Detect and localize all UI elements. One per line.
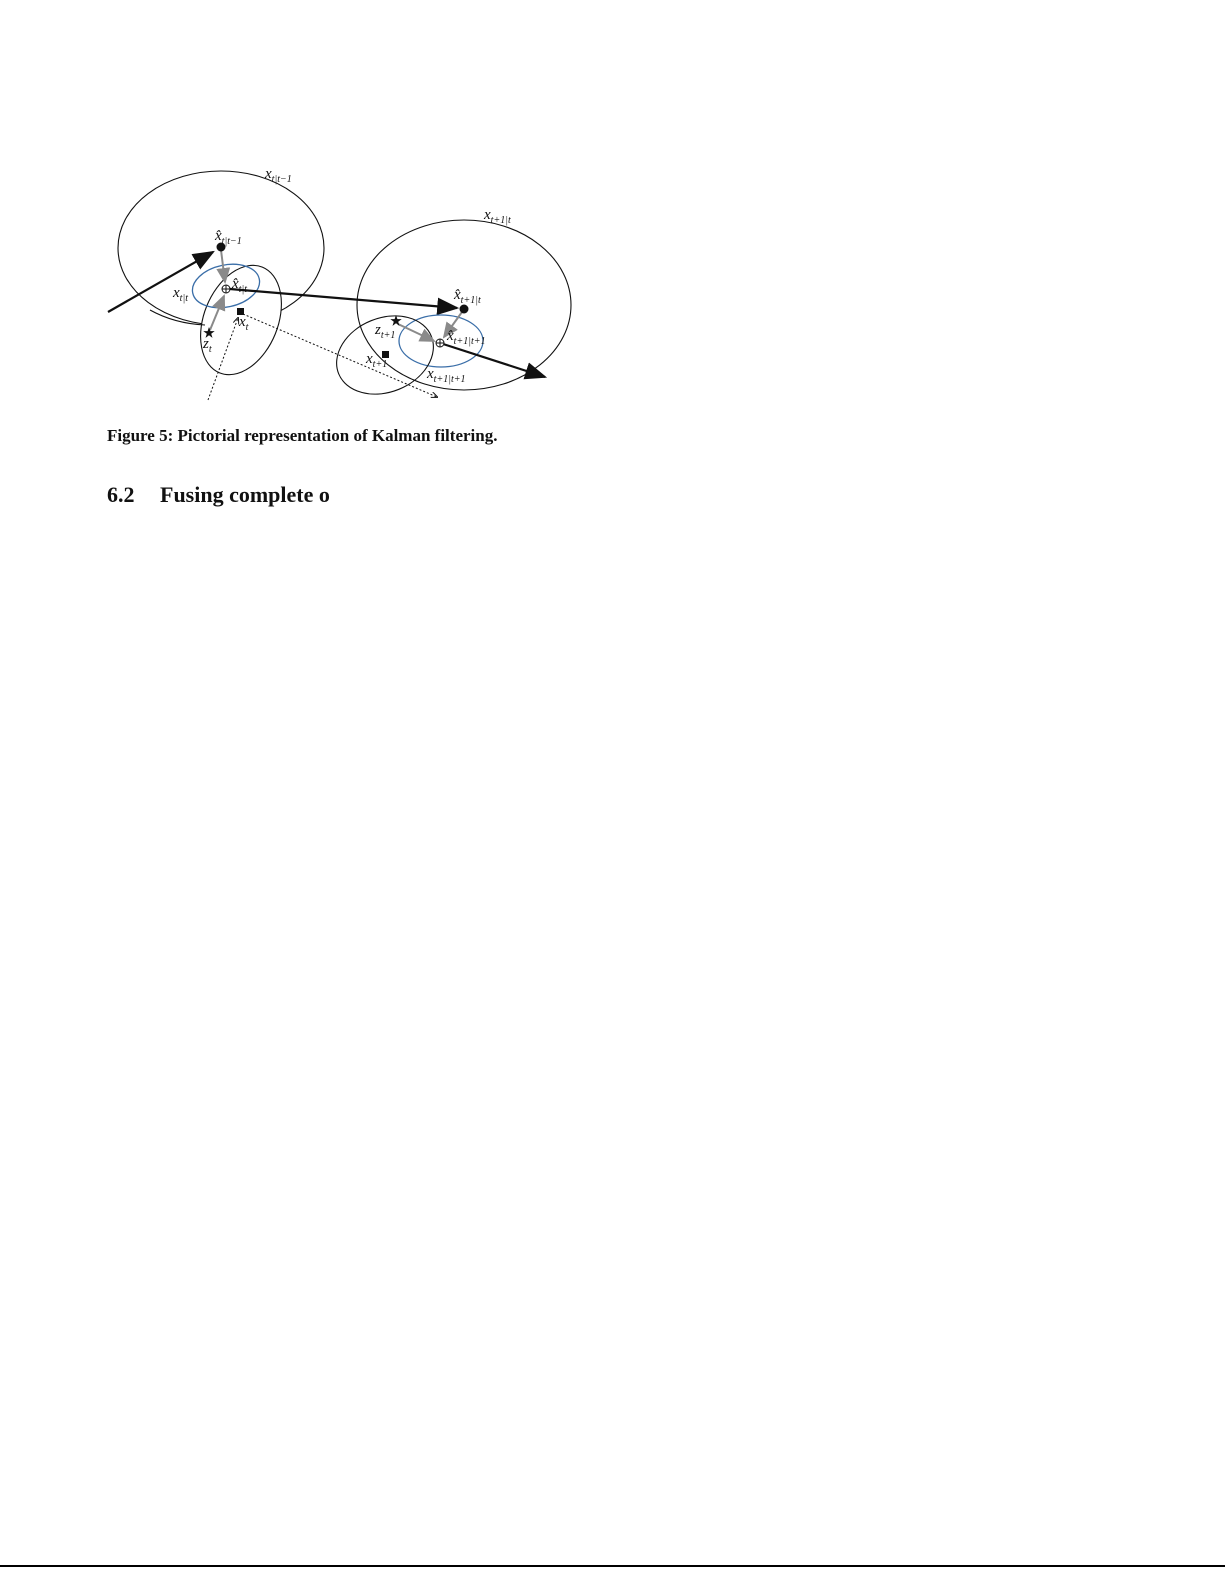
true-state-square-t1	[382, 351, 389, 358]
label-xhat-post-t: $x̂_{t|t}$	[232, 276, 247, 295]
kalman-filter-diagram	[0, 0, 1225, 420]
label-z-t1: $z_{t+1}$	[375, 322, 396, 341]
label-x-post-t: $x_{t|t}$	[173, 285, 188, 304]
label-x-post-t1: $x_{t+1|t+1}$	[427, 366, 466, 385]
page-bottom-rule	[0, 1565, 1225, 1567]
label-xhat-post-t1: $x̂_{t+1|t+1}$	[447, 328, 486, 347]
section-title: Fusing complete o	[160, 482, 330, 507]
label-x-true-t: $x_t$	[239, 314, 249, 333]
label-x-true-t1: $x_{t+1}$	[366, 351, 388, 370]
section-heading	[107, 482, 330, 508]
section-number: 6.2	[107, 482, 135, 507]
label-x-prior-t1: $x_{t+1|t}$	[484, 207, 511, 226]
figure-caption: Figure 5: Pictorial representation of Kalman filtering.	[107, 426, 498, 445]
posterior-estimate-marker-t	[222, 285, 230, 293]
label-z-t: $z_t$	[203, 336, 212, 355]
label-xhat-prior-t1: $x̂_{t+1|t}$	[454, 287, 481, 306]
posterior-estimate-marker-t1	[436, 339, 444, 347]
label-xhat-prior-t: $x̂_{t|t-1}$	[215, 228, 242, 247]
label-x-prior-t: $x_{t|t-1}$	[265, 166, 292, 185]
